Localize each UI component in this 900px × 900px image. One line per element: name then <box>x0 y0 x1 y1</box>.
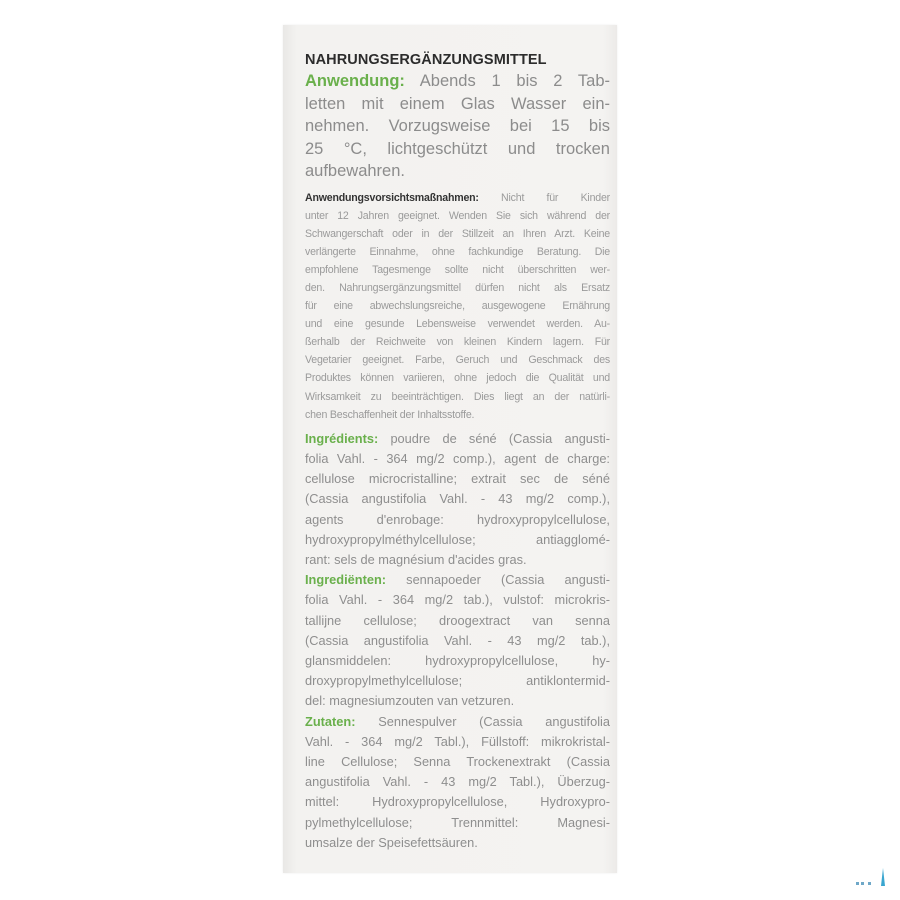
text-line <box>305 297 610 315</box>
text-line <box>305 225 610 243</box>
line-text: droxypropylmethylcellulose; antiklontermid- <box>305 673 610 689</box>
paragraph-zutaten <box>305 712 610 853</box>
product-box-side-panel <box>283 25 617 873</box>
line-text: 25 °C, lichtgeschützt und trocken <box>305 139 610 158</box>
text-line <box>305 510 610 530</box>
text-line <box>305 406 610 424</box>
line-text: empfohlene Tagesmenge sollte nicht überschritten wer- <box>305 263 610 276</box>
line-text: line Cellulose; Senna Trockenextrakt (Cassia <box>305 753 610 769</box>
paragraph-vorsicht <box>305 189 610 424</box>
line-text: Sennespulver (Cassia angustifolia <box>378 713 610 729</box>
line-text: Vahl. - 364 mg/2 Tabl.), Füllstoff: mikrokristal- <box>305 733 610 749</box>
line-text: rant: sels de magnésium d'acides gras. <box>305 551 527 567</box>
line-text: (Cassia angustifolia Vahl. - 43 mg/2 comp.), <box>305 491 610 507</box>
line-text: poudre de séné (Cassia angusti- <box>390 430 610 446</box>
product-category-title: NAHRUNGSERGÄNZUNGSMITTEL <box>305 52 547 68</box>
text-line <box>305 138 610 161</box>
line-text: ßerhalb der Reichweite von kleinen Kindern lagern. Für <box>305 336 610 349</box>
paragraph-label: Ingrediënten: <box>305 572 387 588</box>
line-text: tallijne cellulose; droogextract van senna <box>305 612 610 628</box>
paragraph-anwendung <box>305 70 610 183</box>
line-text: für eine abwechslungsreiche, ausgewogene Ernährung <box>305 300 610 313</box>
paragraph-label: Anwendung: <box>305 72 405 90</box>
line-text: nehmen. Vorzugsweise bei 15 bis <box>305 117 610 135</box>
line-text: (Cassia angustifolia Vahl. - 43 mg/2 tab.), <box>305 632 610 648</box>
line-text: folia Vahl. - 364 mg/2 comp.), agent de charge: <box>305 450 610 466</box>
text-line <box>305 429 610 449</box>
line-text: Wirksamkeit zu beeinträchtigen. Dies liegt an der natürli- <box>305 390 610 403</box>
line-text: Abends 1 bis 2 Tab- <box>419 72 610 90</box>
line-text: del: magnesiumzouten van vetzuren. <box>305 693 515 709</box>
text-line <box>305 351 610 369</box>
line-text: angustifolia Vahl. - 43 mg/2 Tabl.), Überzug- <box>305 774 610 790</box>
text-line <box>305 671 610 691</box>
text-line <box>305 772 610 792</box>
line-text: umsalze der Speisefettsäuren. <box>305 834 478 850</box>
text-line <box>305 550 610 570</box>
text-line <box>305 189 610 207</box>
line-text: agents d'enrobage: hydroxypropylcellulose, <box>305 511 610 527</box>
line-text: sennapoeder (Cassia angusti- <box>406 572 610 588</box>
text-line <box>305 631 610 651</box>
line-text: cellulose microcristalline; extrait sec de séné <box>305 471 610 487</box>
line-text: Vegetarier geeignet. Farbe, Geruch und Geschmack des <box>305 354 610 367</box>
text-line <box>305 279 610 297</box>
text-line <box>305 449 610 469</box>
line-text: Schwangerschaft oder in der Stillzeit an Ihren Arzt. Keine <box>305 227 610 240</box>
text-line <box>305 469 610 489</box>
paragraph-ingredients-fr <box>305 429 610 570</box>
text-line <box>305 792 610 812</box>
text-line <box>305 813 610 833</box>
text-line <box>305 752 610 772</box>
line-text: hydroxypropylméthylcellulose; antiagglomé- <box>305 531 610 547</box>
text-line <box>305 732 610 752</box>
line-text: und eine gesunde Lebensweise verwendet werden. Au- <box>305 318 610 331</box>
paragraph-label: Anwendungsvorsichtsmaßnahmen: <box>305 191 479 204</box>
line-text: verlängerte Einnahme, ohne fachkundige Beratung. Die <box>305 245 610 258</box>
text-line <box>305 611 610 631</box>
watermark-logo-icon <box>852 866 892 890</box>
line-text: glansmiddelen: hydroxypropylcellulose, hy- <box>305 652 610 668</box>
paragraph-label: Ingrédients: <box>305 430 379 446</box>
text-line <box>305 261 610 279</box>
text-line <box>305 651 610 671</box>
text-line <box>305 207 610 225</box>
line-text: mittel: Hydroxypropylcellulose, Hydroxypro- <box>305 794 610 810</box>
line-text: pylmethylcellulose; Trennmittel: Magnesi- <box>305 814 610 830</box>
text-line <box>305 333 610 351</box>
line-text: folia Vahl. - 364 mg/2 tab.), vulstof: microkris- <box>305 592 610 608</box>
paragraph-label: Zutaten: <box>305 713 356 729</box>
text-line <box>305 712 610 732</box>
text-line <box>305 489 610 509</box>
text-line <box>305 530 610 550</box>
text-line <box>305 369 610 387</box>
text-line <box>305 315 610 333</box>
text-line <box>305 243 610 261</box>
line-text: chen Beschaffenheit der Inhaltsstoffe. <box>305 408 475 421</box>
line-text: aufbewahren. <box>305 162 405 180</box>
paragraphs-container <box>305 70 610 853</box>
text-line <box>305 115 610 138</box>
text-line <box>305 70 610 93</box>
label-text-block <box>305 51 610 853</box>
line-text: Produktes können variieren, ohne jedoch die Qualität und <box>305 372 610 385</box>
line-text: letten mit einem Glas Wasser ein- <box>305 94 610 113</box>
text-line <box>305 590 610 610</box>
line-text: Nicht für Kinder <box>501 191 610 204</box>
text-line <box>305 93 610 116</box>
text-line <box>305 833 610 853</box>
line-text: den. Nahrungsergänzungsmittel dürfen nicht als Ersatz <box>305 281 610 294</box>
text-line <box>305 160 610 183</box>
paragraph-ingredients-nl <box>305 570 610 711</box>
text-line <box>305 570 610 590</box>
line-text: unter 12 Jahren geeignet. Wenden Sie sich während der <box>305 209 610 222</box>
text-line <box>305 691 610 711</box>
text-line <box>305 388 610 406</box>
